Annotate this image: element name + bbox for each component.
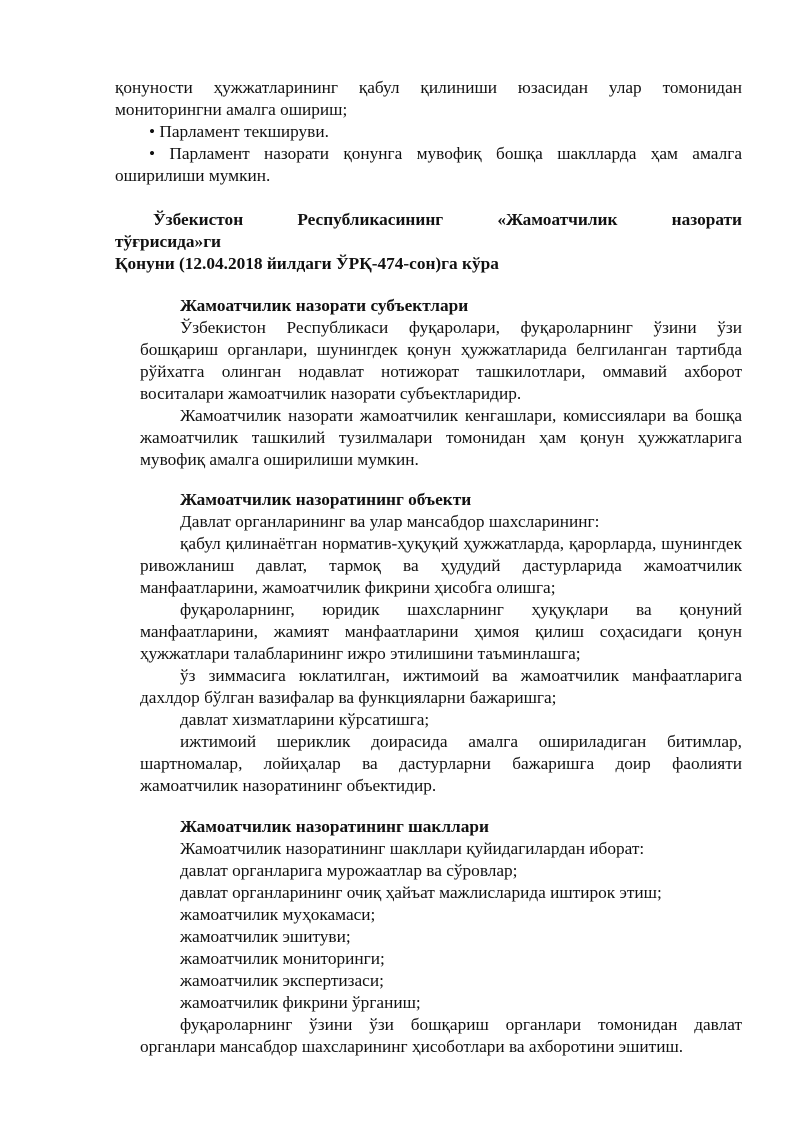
object-intro: Давлат органларининг ва улар мансабдор шахсларининг: [180,512,600,531]
subjects-paragraph-2: Жамоатчилик назорати жамоатчилик кенгашлари, комиссиялари ва бошқа жамоатчилик ташкилий тузилмалари томонидан ҳам қонун ҳужжатларига мувофиқ амалга оширилиши мумкин. [140,406,742,469]
law-heading-line2: тўғрисида»ги [115,232,221,251]
subjects-section [140,295,742,471]
bullet-text: • Парламент текшируви. [149,122,329,141]
top-section [115,77,742,187]
law-heading-word: назорати [671,210,742,229]
law-heading-word: Ўзбекистон [153,210,244,229]
section-title: Жамоатчилик назоратининг объекти [180,490,472,509]
bullet-item [115,143,742,187]
forms-section [140,816,742,1058]
continuation-paragraph: қонуности ҳужжатларининг қабул қилиниши юзасидан улар томонидан мониторингни амалга ошириш; [115,78,742,119]
forms-list-item: давлат органларига мурожаатлар ва сўровлар; [180,861,518,880]
forms-list-item: жамоатчилик экспертизаси; [180,971,384,990]
forms-list-item: жамоатчилик мониторинги; [180,949,385,968]
section-title: Жамоатчилик назоратининг шакллари [180,817,489,836]
object-paragraph-5: ижтимоий шериклик доирасида амалга ошириладиган битимлар, шартномалар, лойиҳалар ва дастурларни бажаришга доир фаолияти жамоатчилик назоратининг объектидир. [140,732,742,795]
object-paragraph-1: қабул қилинаётган норматив-ҳуқуқий ҳужжатларда, қарорларда, шунингдек ривожланиш давлат, тармоқ ва ҳудудий дастурларида жамоатчилик манфаатларини, жамоатчилик фикрини ҳисобга олишга; [140,534,742,597]
forms-list-item: давлат органларининг очиқ ҳайъат мажлисларида иштирок этиш; [180,883,662,902]
section-title: Жамоатчилик назорати субъектлари [180,296,469,315]
object-paragraph-3: ўз зиммасига юклатилган, ижтимоий ва жамоатчилик манфаатларига дахлдор бўлган вазифалар ва функцияларни бажаришга; [140,666,742,707]
law-heading-word: Республикасининг [297,210,444,229]
law-heading-line1 [115,209,742,231]
law-heading-line3: Қонуни (12.04.2018 йилдаги ЎРҚ-474-сон)га кўра [115,254,499,273]
forms-list-item: жамоатчилик фикрини ўрганиш; [180,993,421,1012]
object-paragraph-2: фуқароларнинг, юридик шахсларнинг ҳуқуқлари ва қонуний манфаатларини, жамият манфаатларини ҳимоя қилиш соҳасидаги қонун ҳужжатлари талабларининг ижро этилишини таъминлашга; [140,600,742,663]
law-heading-word: «Жамоатчилик [497,210,618,229]
forms-last-paragraph: фуқароларнинг ўзини ўзи бошқариш органлари томонидан давлат органлари мансабдор шахсларининг ҳисоботлари ва ахборотини эшитиш. [140,1015,742,1056]
subjects-paragraph-1: Ўзбекистон Республикаси фуқаролари, фуқароларнинг ўзини ўзи бошқариш органлари, шунингдек қонун ҳужжатларида белгиланган тартибда рўйхатга олинган нодавлат нотижорат ташкилотлари, оммавий ахборот воситалари жамоатчилик назорати субъектларидир. [140,318,742,403]
bullet-text: • Парламент назорати қонунга мувофиқ бошқа шаклларда ҳам амалга оширилиши мумкин. [115,144,742,185]
object-paragraph-4: давлат хизматларини кўрсатишга; [180,710,430,729]
bullet-item [115,121,742,143]
forms-list-item: жамоатчилик эшитуви; [180,927,351,946]
forms-intro: Жамоатчилик назоратининг шакллари қуйидагилардан иборат: [180,839,645,858]
object-section [140,489,742,797]
law-heading [115,209,742,275]
forms-list-item: жамоатчилик муҳокамаси; [180,905,376,924]
